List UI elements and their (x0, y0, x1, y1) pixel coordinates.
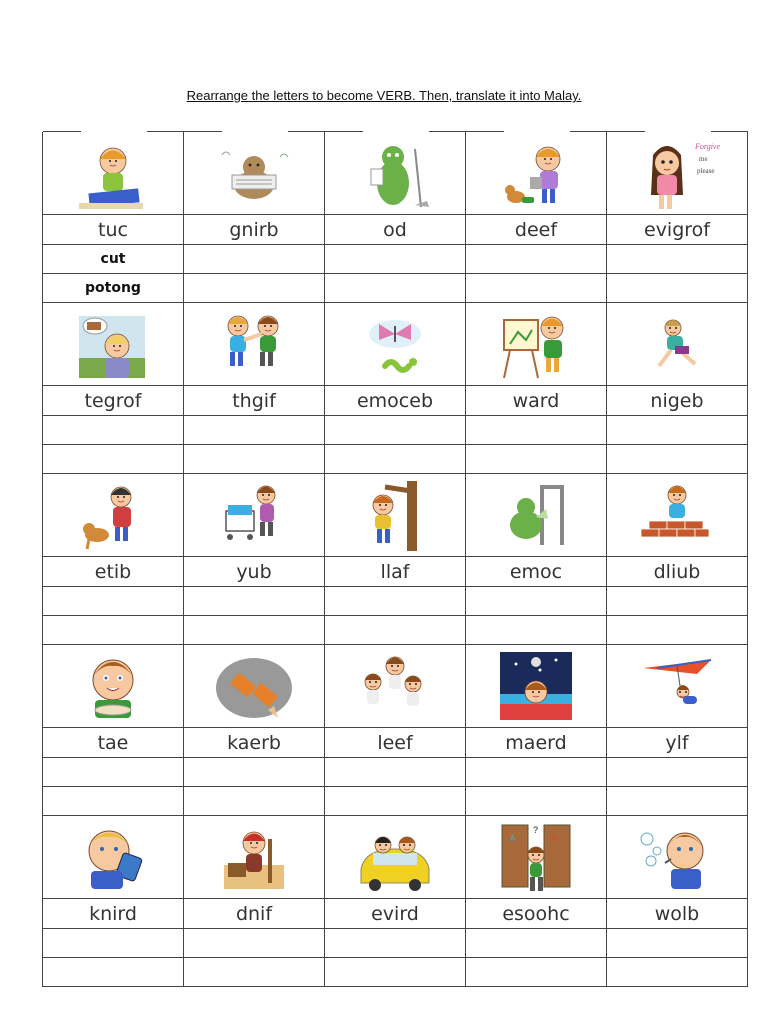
picture-cell (466, 303, 607, 386)
answer-malay-cell[interactable] (43, 616, 184, 645)
answer-verb-cell[interactable] (607, 587, 748, 616)
answer-malay-cell[interactable] (325, 616, 466, 645)
scrambled-word: maerd (466, 728, 607, 758)
answer-verb-cell[interactable] (184, 587, 325, 616)
scrambled-word-row (43, 386, 748, 416)
svg-text:Forgive: Forgive (695, 142, 721, 151)
picture-cell (607, 816, 748, 899)
girl-feeding-dog-icon (496, 135, 576, 211)
broken-pencil-icon (214, 648, 294, 724)
answer-malay-cell[interactable] (184, 787, 325, 816)
scrambled-word: emoc (466, 557, 607, 587)
answer-verb-cell[interactable] (184, 929, 325, 958)
answer-malay-row (43, 274, 748, 303)
picture-cell (43, 132, 184, 215)
picture-cell (184, 303, 325, 386)
picture-cell (184, 816, 325, 899)
answer-verb-cell[interactable] (325, 929, 466, 958)
scrambled-word: evird (325, 899, 466, 929)
dragon-door-icon (496, 477, 576, 553)
scrambled-word-row (43, 899, 748, 929)
girl-asking-forgiveness-icon (637, 135, 721, 211)
answer-verb-row (43, 245, 748, 274)
answer-verb-cell[interactable] (184, 758, 325, 787)
answer-verb-cell[interactable] (43, 929, 184, 958)
scrambled-word: llaf (325, 557, 466, 587)
answer-malay-cell[interactable] (466, 274, 607, 303)
dog-biting-man-icon (73, 477, 153, 553)
answer-malay-cell[interactable] (184, 616, 325, 645)
answer-malay-cell[interactable] (607, 445, 748, 474)
picture-cell (325, 132, 466, 215)
picture-cell (184, 645, 325, 728)
picture-cell (466, 816, 607, 899)
woman-shopping-cart-icon (214, 477, 294, 553)
picture-row (43, 645, 748, 728)
boy-falling-tree-icon (355, 477, 435, 553)
answer-verb-cell[interactable] (607, 416, 748, 445)
picture-row (43, 474, 748, 557)
runner-start-icon (637, 306, 717, 382)
worksheet-title: Rearrange the letters to become VERB. Then, translate it into Malay. (186, 88, 582, 103)
picture-cell (325, 303, 466, 386)
answer-verb-cell[interactable] (607, 758, 748, 787)
answer-malay-cell[interactable] (466, 445, 607, 474)
answer-verb-cell[interactable] (607, 929, 748, 958)
scrambled-word: ward (466, 386, 607, 416)
scrambled-word: tuc (43, 215, 184, 245)
answer-malay-cell[interactable] (466, 787, 607, 816)
scrambled-word: knird (43, 899, 184, 929)
answer-verb-cell[interactable] (466, 929, 607, 958)
scrambled-word: wolb (607, 899, 748, 929)
answer-verb-cell[interactable] (43, 758, 184, 787)
picture-cell (607, 474, 748, 557)
answer-malay-cell[interactable] (325, 445, 466, 474)
boy-eating-icon (73, 648, 153, 724)
answer-verb-cell[interactable] (466, 416, 607, 445)
answer-malay-cell[interactable] (607, 958, 748, 987)
picture-cell (43, 816, 184, 899)
answer-verb-cell[interactable] (325, 758, 466, 787)
scrambled-word-row (43, 728, 748, 758)
picture-cell (607, 645, 748, 728)
dog-carrying-newspaper-icon (214, 135, 294, 211)
answer-malay-cell[interactable] (607, 787, 748, 816)
picture-cell (184, 474, 325, 557)
scrambled-word: esoohc (466, 899, 607, 929)
answer-malay-cell[interactable] (607, 616, 748, 645)
scrambled-word: dnif (184, 899, 325, 929)
picture-cell (466, 132, 607, 215)
scrambled-word: ylf (607, 728, 748, 758)
picture-cell (607, 132, 748, 215)
picture-cell (43, 474, 184, 557)
picture-cell (466, 474, 607, 557)
svg-text:please: please (697, 167, 715, 175)
picture-row (43, 132, 748, 215)
answer-malay-cell[interactable] (43, 787, 184, 816)
scrambled-word: gnirb (184, 215, 325, 245)
picture-cell (325, 474, 466, 557)
dragon-sweeping-icon (355, 135, 435, 211)
svg-text:B: B (552, 834, 558, 843)
answer-verb-cell[interactable] (325, 245, 466, 274)
pirate-treasure-icon (214, 819, 294, 895)
picture-row (43, 303, 748, 386)
answer-verb-cell[interactable] (184, 245, 325, 274)
answer-verb-row (43, 416, 748, 445)
answer-verb-cell[interactable] (325, 416, 466, 445)
answer-malay-cell[interactable] (184, 958, 325, 987)
answer-verb-cell[interactable] (325, 587, 466, 616)
answer-malay-cell[interactable] (607, 274, 748, 303)
scrambled-word: evigrof (607, 215, 748, 245)
picture-cell (43, 645, 184, 728)
scrambled-word-row (43, 557, 748, 587)
answer-verb-cell[interactable] (466, 587, 607, 616)
scrambled-word: thgif (184, 386, 325, 416)
forgetting-man-icon (73, 306, 153, 382)
scrambled-word: dliub (607, 557, 748, 587)
picture-cell (325, 816, 466, 899)
caterpillar-butterfly-icon (355, 306, 435, 382)
scrambled-word: kaerb (184, 728, 325, 758)
answer-malay-cell[interactable] (325, 787, 466, 816)
answer-malay-row (43, 958, 748, 987)
boy-blowing-bubbles-icon (637, 819, 717, 895)
man-building-wall-icon (637, 477, 717, 553)
answer-verb-cell[interactable] (466, 758, 607, 787)
scrambled-word: emoceb (325, 386, 466, 416)
svg-text:A: A (510, 834, 516, 843)
answer-verb-cell[interactable] (607, 245, 748, 274)
scrambled-word: tegrof (43, 386, 184, 416)
answer-malay-cell[interactable] (184, 274, 325, 303)
answer-malay-cell[interactable] (325, 274, 466, 303)
child-dreaming-icon (496, 648, 576, 724)
answer-malay-cell[interactable] (325, 958, 466, 987)
answer-verb-cell[interactable] (43, 587, 184, 616)
svg-text:?: ? (533, 825, 539, 835)
scrambled-word: etib (43, 557, 184, 587)
scrambled-word-row (43, 215, 748, 245)
picture-cell (466, 645, 607, 728)
scrambled-word: deef (466, 215, 607, 245)
scrambled-word: nigeb (607, 386, 748, 416)
answer-malay-cell[interactable] (43, 958, 184, 987)
picture-row (43, 816, 748, 899)
picture-cell (607, 303, 748, 386)
scrambled-word: tae (43, 728, 184, 758)
scrambled-word: yub (184, 557, 325, 587)
worksheet-table (42, 131, 748, 987)
answer-verb-row (43, 929, 748, 958)
answer-malay-row (43, 616, 748, 645)
boys-fighting-icon (214, 306, 294, 382)
answer-malay-cell[interactable] (184, 445, 325, 474)
couple-car-icon (355, 819, 435, 895)
answer-malay-cell[interactable] (466, 958, 607, 987)
answer-malay-row (43, 445, 748, 474)
faces-feelings-icon (355, 648, 435, 724)
scrambled-word: leef (325, 728, 466, 758)
answer-malay-cell[interactable] (43, 445, 184, 474)
answer-verb-cell[interactable]: cut (43, 245, 184, 274)
answer-malay-row (43, 787, 748, 816)
svg-text:me: me (699, 155, 708, 163)
boy-drawing-easel-icon (496, 306, 576, 382)
answer-malay-cell[interactable]: potong (43, 274, 184, 303)
girl-cutting-paper-icon (73, 135, 153, 211)
answer-verb-cell[interactable] (43, 416, 184, 445)
answer-verb-row (43, 758, 748, 787)
picture-cell (325, 645, 466, 728)
answer-verb-row (43, 587, 748, 616)
picture-cell (43, 303, 184, 386)
boy-drinking-icon (73, 819, 153, 895)
hang-glider-icon (637, 648, 717, 724)
answer-malay-cell[interactable] (466, 616, 607, 645)
boy-choosing-doors-icon (496, 819, 576, 895)
picture-cell (184, 132, 325, 215)
scrambled-word: od (325, 215, 466, 245)
answer-verb-cell[interactable] (466, 245, 607, 274)
answer-verb-cell[interactable] (184, 416, 325, 445)
